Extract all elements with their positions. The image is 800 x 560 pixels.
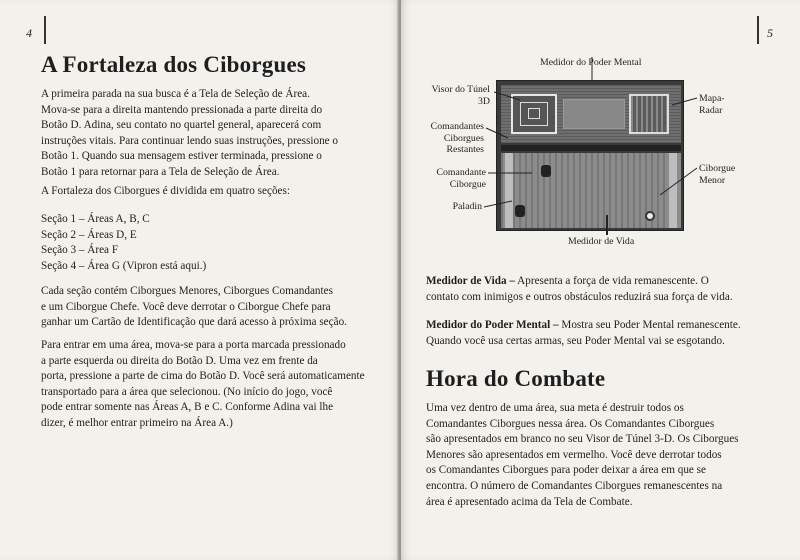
text-line: Mova-se para a direita mantendo pressionada a parte direita do (41, 103, 323, 116)
paragraph-intro (41, 87, 373, 181)
list-item: Seção 4 – Área G (Vipron está aqui.) (41, 259, 207, 272)
definition-text: Quando você usa certas armas, seu Poder Mental vai se esgotando. (426, 334, 725, 347)
list-item: Seção 3 – Área F (41, 244, 119, 257)
text-line: encontra. O número de Comandantes Ciborgues remanescentes na (426, 479, 723, 492)
combat-field (501, 153, 681, 228)
power-bar (501, 145, 681, 151)
label-comandante-ciborgue (414, 167, 486, 190)
definition-text: Apresenta a força de vida remanescente. O (515, 275, 709, 287)
text-line: transportado para a área que selecionou. (No início do jogo, você (41, 385, 333, 398)
caption-medidor-poder: Medidor do Poder Mental (540, 57, 642, 68)
page-rule-right (757, 16, 759, 44)
label-line: Ciborgue (699, 163, 736, 174)
text-line: Botão D. Adina, seu contato no quartel general, aparecerá com (41, 119, 322, 132)
label-line: Restantes (446, 144, 484, 155)
label-paladin: Paladin (452, 201, 482, 212)
text-line: Botão 1 para retornar para a Tela de Seleção de Área. (41, 165, 280, 178)
label-line: Ciborgue (449, 178, 486, 190)
label-line: Ciborgues (443, 132, 484, 144)
page-rule-left (44, 16, 46, 44)
page-number-left: 4 (26, 26, 32, 40)
page-number-right: 5 (767, 26, 773, 40)
text-line: porta, pressione a parte de cima do Botão D. Você será automaticamente (41, 370, 365, 383)
text-line: Uma vez dentro de uma área, sua meta é destruir todos os (426, 402, 684, 414)
term-medidor-vida: Medidor de Vida – (426, 275, 515, 287)
definition-poder-mental (426, 318, 741, 349)
paladin-sprite (515, 205, 525, 217)
text-line: A primeira parada na sua busca é a Tela de Seleção de Área. (41, 88, 310, 100)
hud-center (563, 99, 625, 129)
list-item: Seção 1 – Áreas A, B, C (41, 213, 150, 225)
label-line: Comandantes (430, 121, 484, 132)
label-line: Radar (699, 104, 723, 116)
label-ciborgue-menor (699, 163, 735, 186)
label-line: Comandante (436, 167, 486, 178)
text-line: Menores são apresentados em vermelho. Você deve derrotar todos (426, 448, 722, 461)
caption-medidor-vida: Medidor de Vida (568, 236, 635, 247)
definition-text: Mostra seu Poder Mental remanescente. (558, 319, 741, 331)
page-title-combate: Hora do Combate (426, 366, 606, 391)
label-line: Menor (699, 174, 726, 186)
page-title-fortaleza: A Fortaleza dos Ciborgues (41, 52, 307, 77)
text-line: os Comandantes Ciborgues para poder deixar a área em que se (426, 464, 707, 477)
label-visor-tunel (422, 84, 490, 107)
game-screen-diagram (496, 80, 684, 231)
term-poder-mental: Medidor do Poder Mental – (426, 319, 559, 331)
text-line: Para entrar em uma área, mova-se para a porta marcada pressionado (41, 339, 346, 351)
text-line: ganhar um Cartão de Identificação que dará acesso à próxima seção. (41, 316, 347, 329)
label-comandantes-restantes (412, 121, 484, 156)
text-line: A Fortaleza dos Ciborgues é dividida em quatro seções: (41, 185, 290, 197)
text-line: a parte esquerda ou direita do Botão D. Uma vez em frente da (41, 354, 318, 367)
hud-panel (501, 85, 681, 143)
label-line: 3D (478, 95, 490, 107)
left-page (0, 0, 399, 560)
paragraph-combate (426, 401, 758, 510)
paragraph-divisions (41, 184, 373, 200)
text-line: são apresentados em branco no seu Visor de Túnel 3-D. Os Ciborgues (426, 433, 739, 446)
text-line: instruções vitais. Para continuar lendo suas instruções, pressione o (41, 134, 339, 147)
paragraph-cyborgs (41, 284, 373, 331)
label-mapa-radar (699, 93, 725, 116)
text-line: área é apresentado acima da Tela de Combate. (426, 495, 633, 508)
minor-cyborg-sprite (645, 211, 655, 221)
text-line: e um Ciborgue Chefe. Você deve derrotar o Ciborgue Chefe para (41, 300, 331, 313)
paragraph-enter-area (41, 338, 373, 432)
text-line: Cada seção contém Ciborgues Menores, Ciborgues Comandantes (41, 285, 333, 297)
life-meter-pointer (606, 215, 608, 235)
label-line: Mapa- (699, 93, 725, 104)
tunnel-visor (511, 94, 557, 134)
text-line: dizer, é melhor entrar primeiro na Área A.) (41, 416, 233, 429)
text-line: Comandantes Ciborgues nessa área. Os Comandantes Ciborgues (426, 417, 715, 430)
definition-text: contato com inimigos e outros obstáculos reduzirá sua força de vida. (426, 290, 733, 303)
text-line: pode entrar somente nas Áreas A, B e C. Conforme Adina vai lhe (41, 401, 334, 414)
list-item: Seção 2 – Áreas D, E (41, 228, 137, 241)
label-line: Visor do Túnel (431, 84, 490, 95)
text-line: Botão 1. Quando sua mensagem estiver terminada, pressione o (41, 150, 322, 163)
definition-medidor-vida (426, 274, 733, 305)
commander-cyborg-sprite (541, 165, 551, 177)
section-list (41, 212, 206, 274)
radar-map (629, 94, 669, 134)
